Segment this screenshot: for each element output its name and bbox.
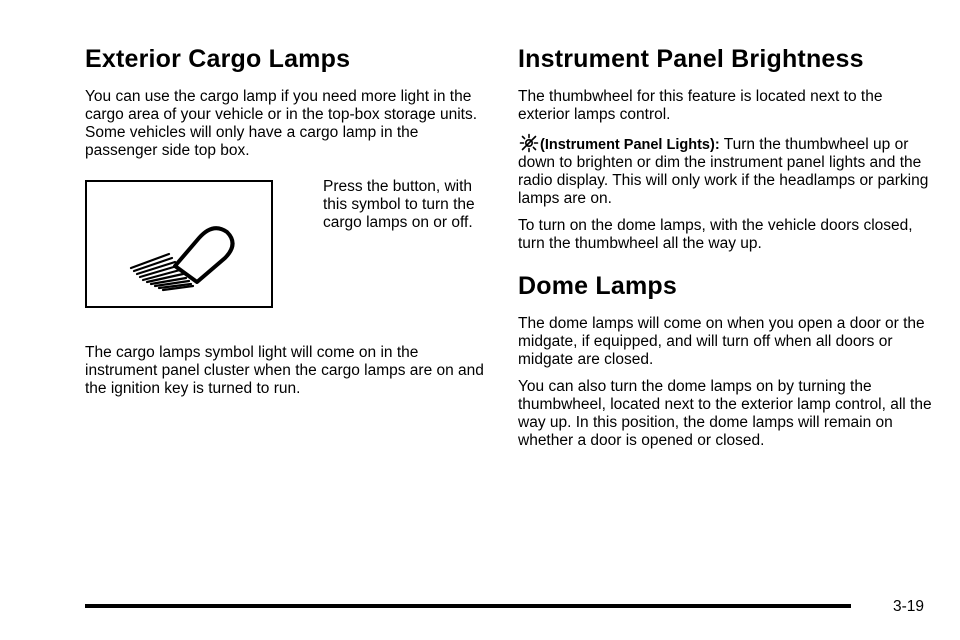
cargo-lamp-caption: Press the button, with this symbol to turn the cargo lamps on or off. xyxy=(323,178,475,231)
left-column xyxy=(85,44,485,407)
panel-lights-label: (Instrument Panel Lights): xyxy=(540,137,720,153)
cargo-lamp-icon xyxy=(87,182,271,306)
page-number: 3-19 xyxy=(893,598,925,615)
instrument-panel-lights-icon xyxy=(518,133,540,153)
brightness-intro-paragraph: The thumbwheel for this feature is located next to the exterior lamps control. xyxy=(518,88,883,123)
right-column xyxy=(518,44,938,459)
section-heading-exterior-cargo-lamps: Exterior Cargo Lamps xyxy=(85,45,351,73)
section-heading-instrument-panel-brightness: Instrument Panel Brightness xyxy=(518,45,864,73)
panel-lights-text: Turn the thumbwheel up or down to brighten or dim the instrument panel lights and the radio display. This will only work if the headlamps or parking lamps are on. xyxy=(518,136,929,207)
section-heading-dome-lamps: Dome Lamps xyxy=(518,272,677,300)
footer-rule xyxy=(85,604,851,608)
cargo-lamp-figure-frame xyxy=(85,180,273,308)
panel-lights-paragraph xyxy=(518,133,938,208)
cargo-lamp-figure xyxy=(85,180,485,330)
cargo-indicator-paragraph: The cargo lamps symbol light will come on in the instrument panel cluster when the cargo lamps are on and the ignition key is turned to run. xyxy=(85,344,484,397)
cargo-intro-paragraph: You can use the cargo lamp if you need more light in the cargo area of your vehicle or in the top-box storage units. Some vehicles will only have a cargo lamp in the passenger side top box. xyxy=(85,88,478,159)
dome-paragraph-2: You can also turn the dome lamps on by turning the thumbwheel, located next to the exterior lamp control, all the way up. In this position, the dome lamps will remain on whether a door is opened or closed. xyxy=(518,378,932,449)
dome-on-paragraph: To turn on the dome lamps, with the vehicle doors closed, turn the thumbwheel all the way up. xyxy=(518,217,913,252)
dome-paragraph-1: The dome lamps will come on when you open a door or the midgate, if equipped, and will turn off when all doors or midgate are closed. xyxy=(518,315,925,368)
